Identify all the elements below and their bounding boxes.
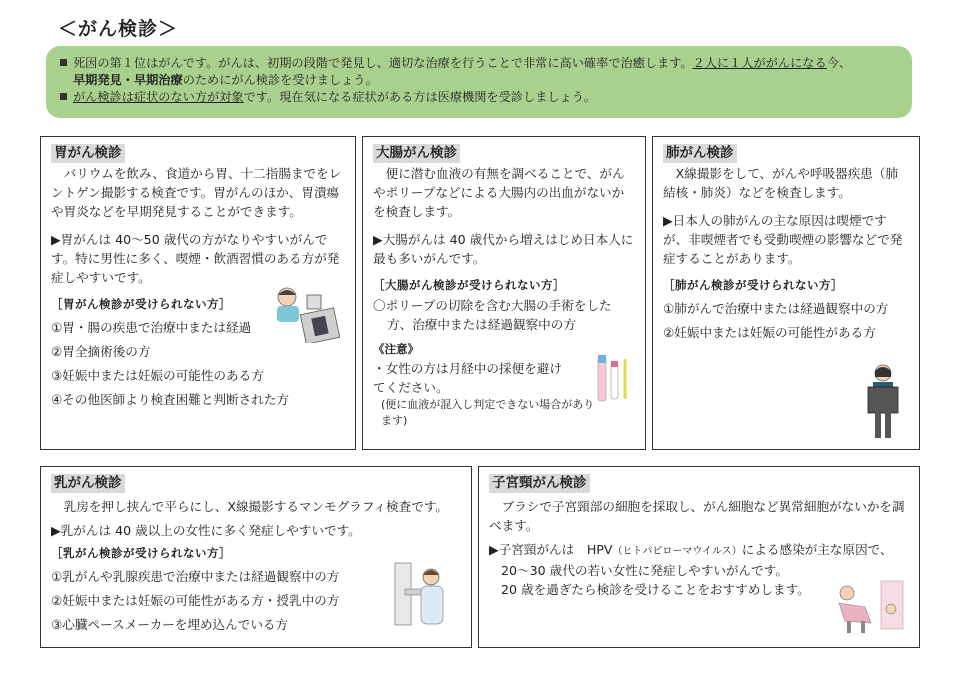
list-item: ①乳がんや乳腺疾患で治療中または経過観察中の方: [51, 569, 340, 584]
intro-text: のためにがん検診を受けましょう。: [182, 73, 378, 87]
intro-line-1: [60, 55, 898, 72]
breast-risk: ▶乳がんは 40 歳以上の女性に多く発症しやすいです。: [51, 523, 361, 538]
bullet-icon: [60, 93, 67, 100]
cervical-risk-line2: 20～30 歳代の若い女性に発症しやすいがんです。: [501, 563, 788, 578]
list-item: ④その他医師より検査困難と判断された方: [51, 392, 289, 407]
stomach-risk: ▶胃がんは 40～50 歳代の方がなりやすいがんです。特に男性に多く、喫煙・飲酒習慣のある方が発症しやすいです。: [51, 232, 340, 285]
bullet-icon: [60, 59, 67, 66]
colon-note-text: ・女性の方は月経中の採便を避けてください。: [373, 361, 562, 395]
intro-text: 今、: [826, 56, 852, 70]
colon-cancer-box: [362, 136, 646, 450]
stomach-excluded-heading: ［胃がん検診が受けられない方］: [51, 297, 231, 311]
stomach-heading: 胃がん検診: [51, 144, 125, 163]
cervical-risk-hpv-note: （ヒトパピローマウイルス）: [612, 546, 742, 557]
cervical-risk-text: による感染が主な原因で、: [741, 542, 893, 557]
intro-line-3: [60, 89, 898, 106]
lung-desc: X線撮影をして、がんや呼吸器疾患（肺結核・肺炎）などを検査します。: [663, 166, 899, 200]
colon-desc: 便に潜む血液の有無を調べることで、がんやポリープなどによる大腸内の出血がないかを検査します。: [373, 166, 625, 219]
cervical-desc: ブラシで子宮頸部の細胞を採取し、がん細胞など異常細胞がないかを調べます。: [489, 499, 905, 533]
intro-underline: がん検診は症状のない方が対象: [73, 90, 244, 104]
list-item: ②胃全摘術後の方: [51, 344, 151, 359]
colon-note-heading: 《注意》: [373, 342, 419, 356]
chest-xray-illustration: [863, 363, 907, 441]
intro-text: 死因の第１位はがんです。がんは、初期の段階で発見し、適切な治療を行うことで非常に高い確率で治癒します。: [73, 56, 693, 70]
intro-bold: 早期発見・早期治療: [73, 73, 183, 87]
list-item: ②妊娠中または妊娠の可能性がある方: [663, 325, 876, 340]
stomach-desc: バリウムを飲み、食道から胃、十二指腸までをレントゲン撮影する検査です。胃がんのほか、胃潰瘍や胃炎などを早期発見することができます。: [51, 166, 342, 219]
stool-test-kit-illustration: [595, 353, 635, 405]
cervical-heading: 子宮頸がん検診: [489, 474, 590, 493]
breast-desc: 乳房を押し挟んで平らにし、X線撮影するマンモグラフィ検査です。: [63, 499, 449, 514]
intro-text: です。現在気になる症状がある方は医療機関を受診しましょう。: [243, 90, 597, 104]
barium-exam-illustration: [273, 285, 343, 343]
cervical-cancer-box: [478, 466, 920, 648]
intro-line-2: [60, 72, 898, 89]
list-item: ②妊娠中または妊娠の可能性がある方・授乳中の方: [51, 593, 340, 608]
stomach-cancer-box: [40, 136, 356, 450]
lung-excluded-heading: ［肺がん検診が受けられない方］: [663, 278, 843, 292]
lung-heading: 肺がん検診: [663, 144, 737, 163]
intro-banner: [46, 46, 912, 118]
breast-excluded-heading: ［乳がん検診が受けられない方］: [51, 546, 231, 560]
colon-heading: 大腸がん検診: [373, 144, 460, 163]
intro-underline: ２人に１人ががんになる: [692, 56, 827, 70]
breast-heading: 乳がん検診: [51, 474, 125, 493]
list-item: 〇ポリープの切除を含む大腸の手術をした方、治療中または経過観察中の方: [373, 298, 612, 332]
list-item: ①胃・腸の疾患で治療中または経過: [51, 320, 252, 335]
breast-cancer-box: [40, 466, 472, 648]
lung-risk: ▶日本人の肺がんの主な原因は喫煙ですが、非喫煙者でも受動喫煙の影響などで発症することがあります。: [663, 213, 903, 266]
colon-note-detail: (便に血液が混入し判定できない場合があります): [381, 398, 595, 427]
list-item: ①肺がんで治療中または経過観察中の方: [663, 301, 889, 316]
cervical-risk-text: ▶子宮頸がんは HPV: [489, 542, 613, 557]
gynecology-exam-illustration: [831, 579, 907, 635]
cervical-risk-line3: 20 歳を過ぎたら検診を受けることをおすすめします。: [501, 582, 810, 597]
page-title: ＜がん検診＞: [58, 18, 179, 40]
list-item: ③妊娠中または妊娠の可能性のある方: [51, 368, 264, 383]
list-item: ③心臓ペースメーカーを埋め込んでいる方: [51, 617, 289, 632]
mammography-illustration: [393, 559, 453, 631]
lung-cancer-box: [652, 136, 920, 450]
colon-risk: ▶大腸がんは 40 歳代から増えはじめ日本人に最も多いがんです。: [373, 232, 634, 266]
colon-excluded-heading: ［大腸がん検診が受けられない方］: [373, 278, 565, 292]
cervical-risk: [489, 540, 909, 561]
